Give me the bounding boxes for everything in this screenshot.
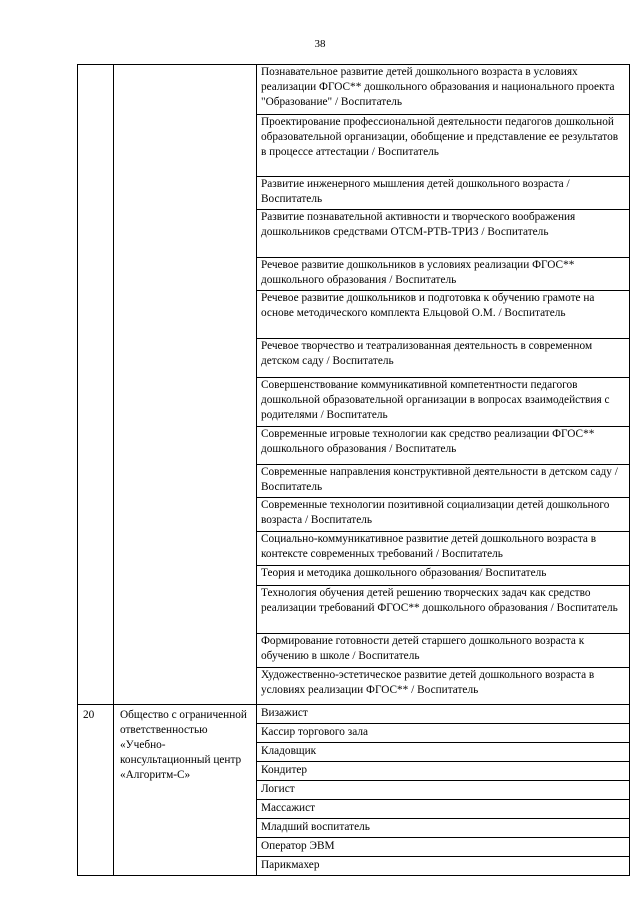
profession-item: Кассир торгового зала [257, 724, 629, 743]
row-number-cell [78, 65, 114, 705]
page-number: 38 [314, 38, 326, 50]
program-item: Формирование готовности детей старшего дошкольного возраста к обучению в школе / Воспитатель [257, 634, 629, 668]
program-item: Познавательное развитие детей дошкольного возраста в условиях реализации ФГОС** дошкольного образования и национального проекта "Образование" / Воспитатель [257, 65, 629, 115]
program-item: Развитие инженерного мышления детей дошкольного возраста / Воспитатель [257, 177, 629, 210]
profession-item: Логист [257, 781, 629, 800]
program-item: Технология обучения детей решению творческих задач как средство реализации требований ФГОС** дошкольного образования / Воспитатель [257, 586, 629, 634]
program-list [257, 65, 630, 705]
program-item: Современные технологии позитивной социализации детей дошкольного возраста / Воспитатель [257, 498, 629, 532]
table-row [78, 705, 630, 876]
profession-item: Кладовщик [257, 743, 629, 762]
program-item: Современные игровые технологии как средство реализации ФГОС** дошкольного образования / Воспитатель [257, 427, 629, 465]
program-item: Совершенствование коммуникативной компетентности педагогов дошкольной образовательной организации в вопросах взаимодействия с родителями / Воспитатель [257, 378, 629, 427]
profession-item: Визажист [257, 705, 629, 724]
row-number-cell: 20 [78, 705, 114, 876]
program-item: Речевое развитие дошкольников и подготовка к обучению грамоте на основе методического комплекта Ельцовой О.М. / Воспитатель [257, 291, 629, 339]
organization-cell [114, 65, 257, 705]
program-item: Современные направления конструктивной деятельности в детском саду / Воспитатель [257, 465, 629, 498]
program-item: Речевое творчество и театрализованная деятельность в современном детском саду / Воспитатель [257, 339, 629, 378]
program-item: Художественно-эстетическое развитие детей дошкольного возраста в условиях реализации ФГОС** / Воспитатель [261, 669, 595, 696]
programs-table [77, 64, 630, 876]
program-item: Теория и методика дошкольного образования/ Воспитатель [257, 566, 629, 586]
table-row [78, 65, 630, 705]
organization-cell: Общество с ограниченной ответственностью «Учебно-консультационный центр «Алгоритм-С» [114, 705, 257, 876]
profession-item: Оператор ЭВМ [257, 838, 629, 857]
profession-list [257, 705, 630, 876]
profession-item: Младший воспитатель [257, 819, 629, 838]
profession-item: Массажист [257, 800, 629, 819]
program-item: Проектирование профессиональной деятельности педагогов дошкольной образовательной организации, обобщение и представление ее результатов в процессе аттестации / Воспитатель [257, 115, 629, 177]
program-item: Социально-коммуникативное развитие детей дошкольного возраста в контексте современных требований / Воспитатель [257, 532, 629, 566]
profession-item: Парикмахер [261, 859, 320, 871]
profession-item: Кондитер [257, 762, 629, 781]
program-item: Развитие познавательной активности и творческого воображения дошкольников средствами ОТСМ-РТВ-ТРИЗ / Воспитатель [257, 210, 629, 258]
program-item: Речевое развитие дошкольников в условиях реализации ФГОС** дошкольного образования / Воспитатель [257, 258, 629, 291]
